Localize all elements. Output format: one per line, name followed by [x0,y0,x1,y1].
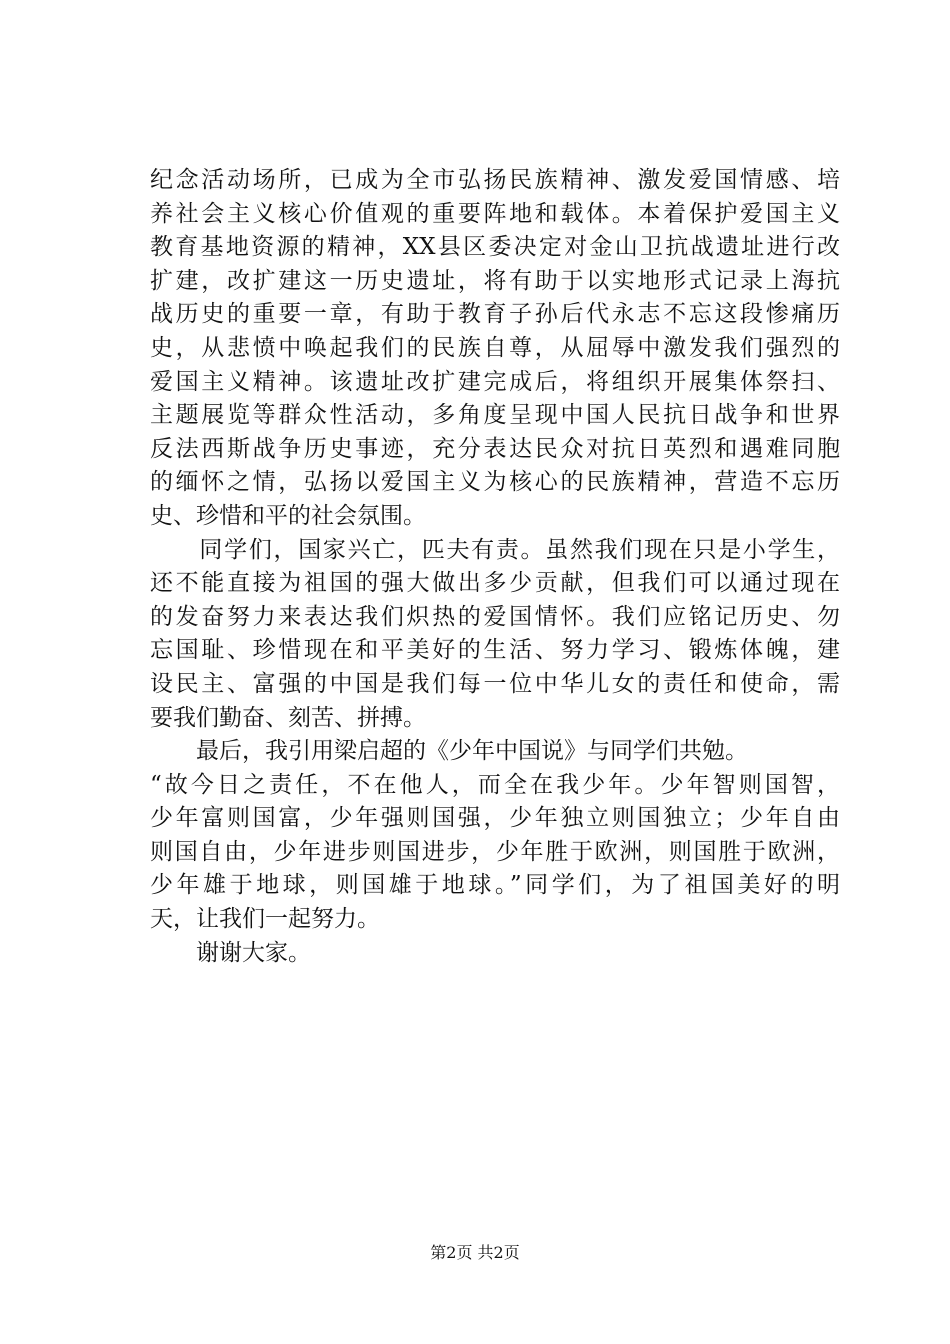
page-footer [0,1242,950,1264]
text-line: 的发奋努力来表达我们炽热的爱国情怀。我们应铭记历史、勿 [150,603,840,630]
text-line: 爱国主义精神。该遗址改扩建完成后，将组织开展集体祭扫、 [150,368,840,395]
text-line: 谢谢大家。 [150,939,311,966]
text-line: 天，让我们一起努力。 [150,906,380,933]
page-number: 第2页 共2页 [430,1243,520,1262]
text-line: 史、珍惜和平的社会氛围。 [150,502,426,529]
text-line: 扩建，改扩建这一历史遗址，将有助于以实地形式记录上海抗 [150,267,840,294]
text-line: 主题展览等群众性活动，多角度呈现中国人民抗日战争和世界 [150,402,840,429]
text-line: 反法西斯战争历史事迹，充分表达民众对抗日英烈和遇难同胞 [150,435,840,462]
text-line: 还不能直接为祖国的强大做出多少贡献，但我们可以通过现在 [150,570,840,597]
text-line: 养社会主义核心价值观的重要阵地和载体。本着保护爱国主义 [150,200,840,227]
text-line: 史，从悲愤中唤起我们的民族自尊，从屈辱中激发我们强烈的 [150,334,840,361]
text-line: “故今日之责任，不在他人，而全在我少年。少年智则国智， [150,771,840,798]
text-line: 战历史的重要一章，有助于教育子孙后代永志不忘这段惨痛历 [150,301,840,328]
text-line: 少年富则国富，少年强则国强，少年独立则国独立；少年自由 [150,805,840,832]
text-line: 最后，我引用梁启超的《少年中国说》与同学们共勉。 [150,738,748,765]
text-line: 要我们勤奋、刻苦、拼搏。 [150,704,426,731]
body-text [150,164,840,970]
text-line: 教育基地资源的精神，XX县区委决定对金山卫抗战遗址进行改 [150,234,840,261]
text-line: 少年雄于地球，则国雄于地球。”同学们，为了祖国美好的明 [150,872,840,899]
text-line: 的缅怀之情，弘扬以爱国主义为核心的民族精神，营造不忘历 [150,469,840,496]
text-line: 则国自由，少年进步则国进步，少年胜于欧洲，则国胜于欧洲， [150,838,840,865]
text-line: 设民主、富强的中国是我们每一位中华儿女的责任和使命，需 [150,670,840,697]
text-line: 同学们，国家兴亡，匹夫有责。虽然我们现在只是小学生， [150,536,840,563]
text-line: 纪念活动场所，已成为全市弘扬民族精神、激发爱国情感、培 [150,167,840,193]
text-line: 忘国耻、珍惜现在和平美好的生活、努力学习、锻炼体魄，建 [150,637,840,664]
